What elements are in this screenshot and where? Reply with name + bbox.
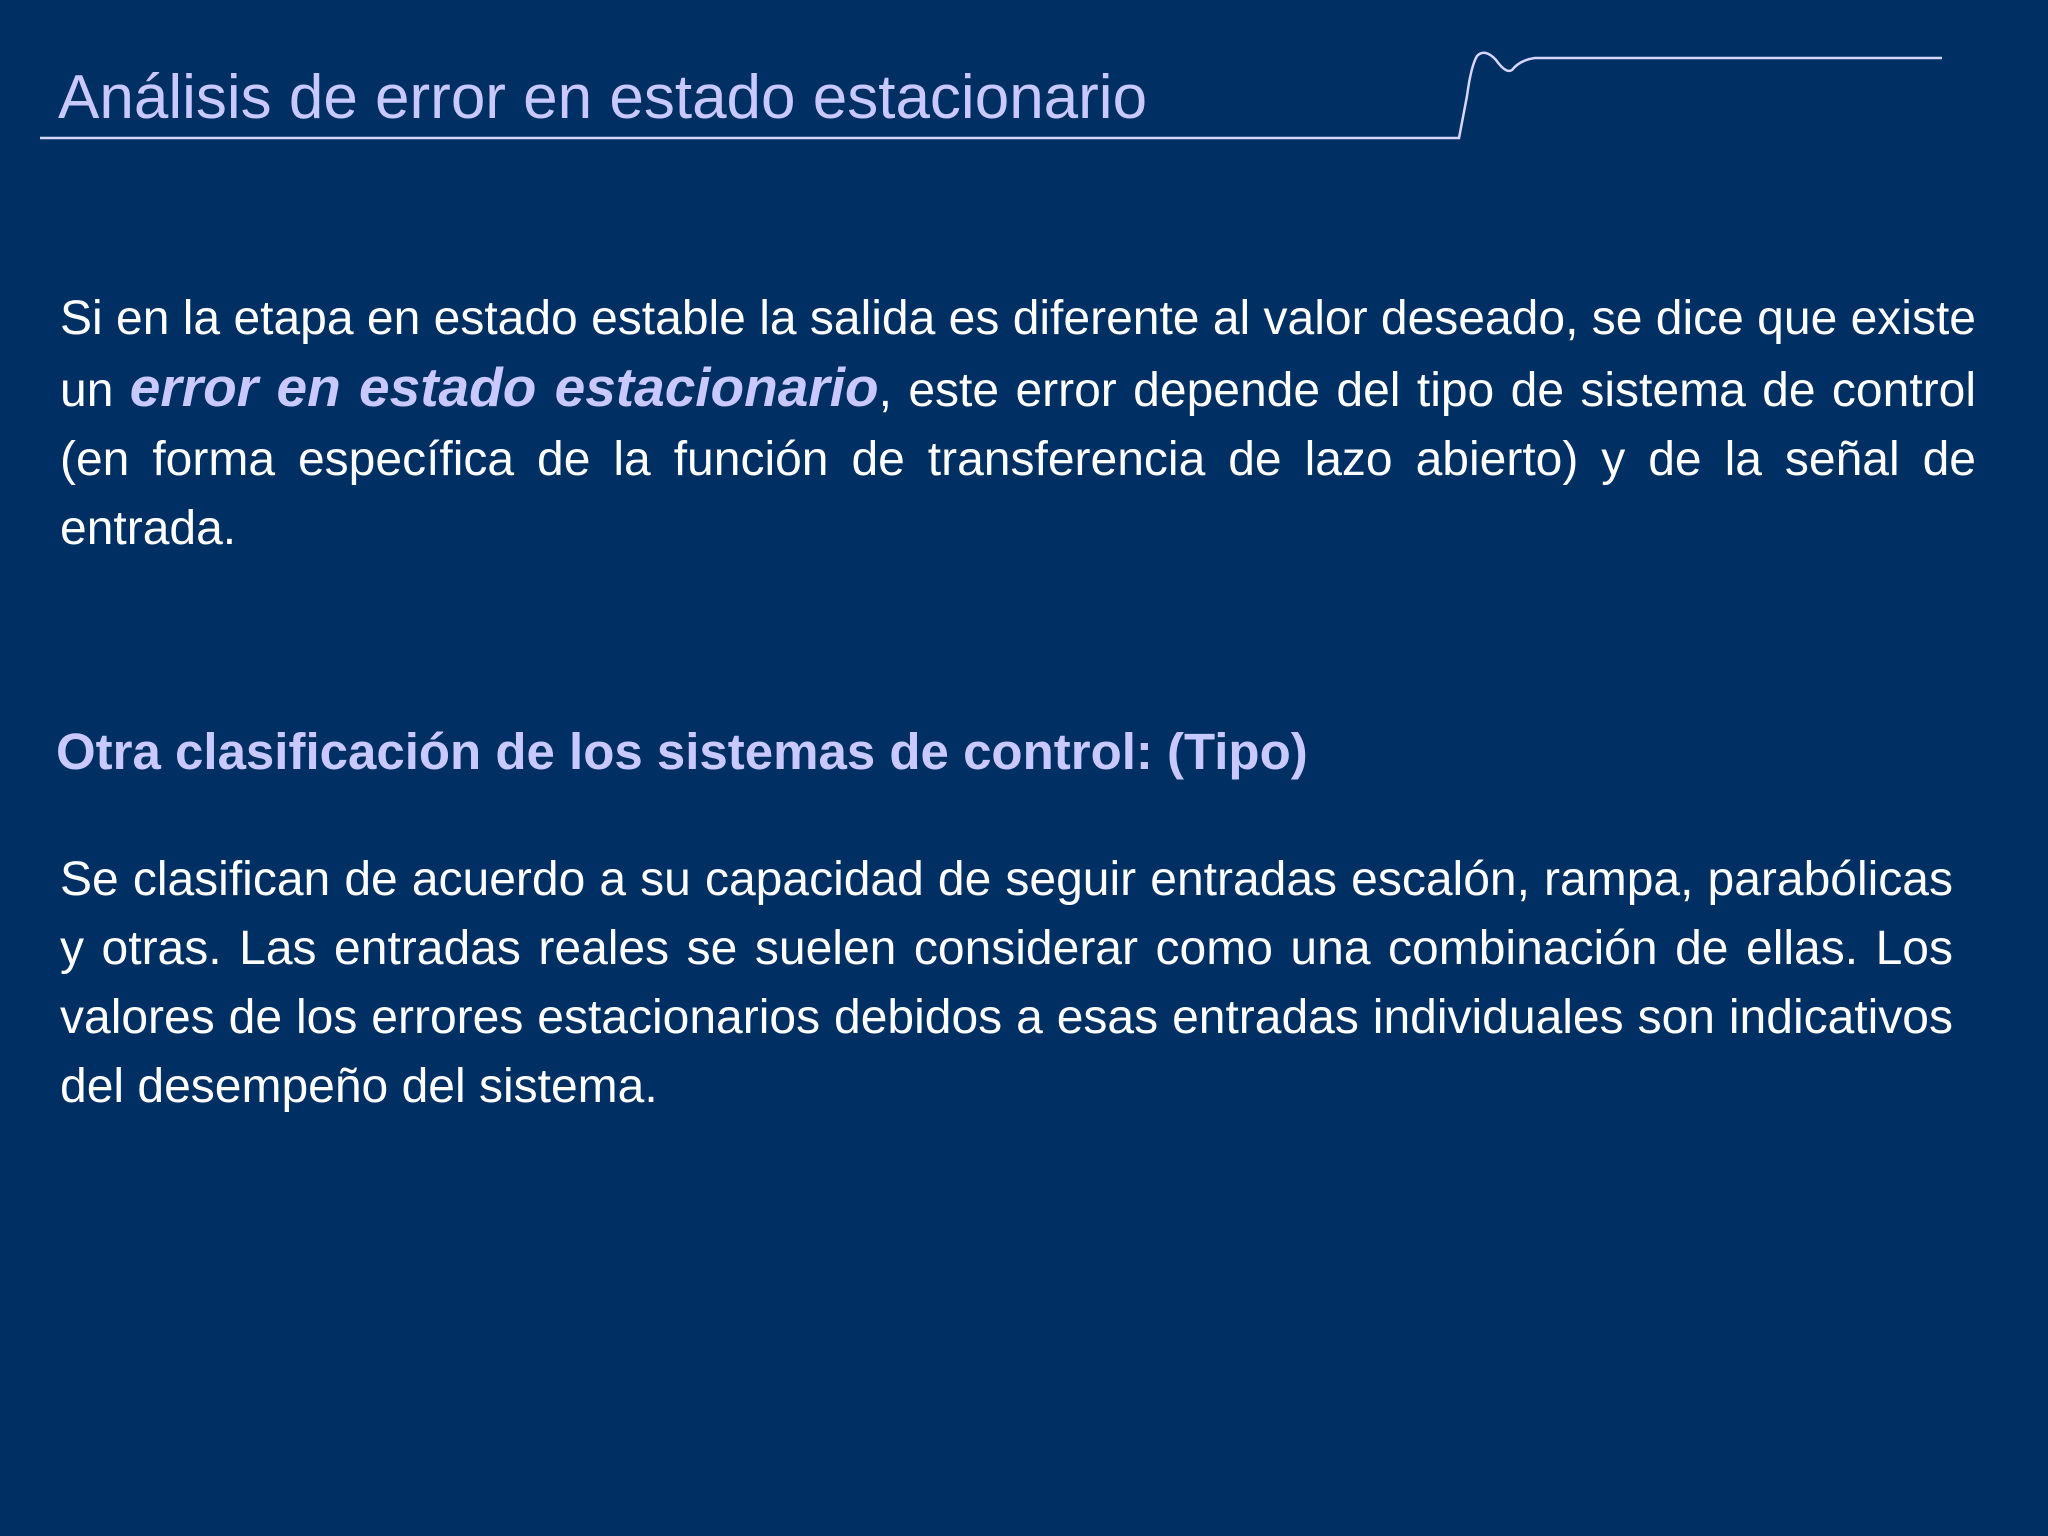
section-subheading: Otra clasificación de los sistemas de control: (Tipo) — [56, 723, 1308, 780]
paragraph-definition-text-end: , este error depende del tipo de sistema de control (en forma específica de la función de transferencia de lazo abierto) y de la señal de entrada. — [60, 364, 1976, 555]
paragraph-definition-text-start: Si en la etapa en estado estable la salida es diferente al valor deseado, se dice que existe un — [60, 292, 1976, 417]
emphasized-term: error en estado estacionario — [129, 356, 879, 418]
slide-title: Análisis de error en estado estacionario — [58, 63, 1148, 132]
paragraph-classification: Se clasifican de acuerdo a su capacidad de seguir entradas escalón, rampa, parabólicas y otras. Las entradas reales se suelen considerar como una combinación de ellas. Los valores de los errores estacionarios debidos a esas entradas individuales son indicativos del desempeño del sistema. — [60, 853, 1953, 1113]
paragraph-definition — [60, 284, 1976, 563]
